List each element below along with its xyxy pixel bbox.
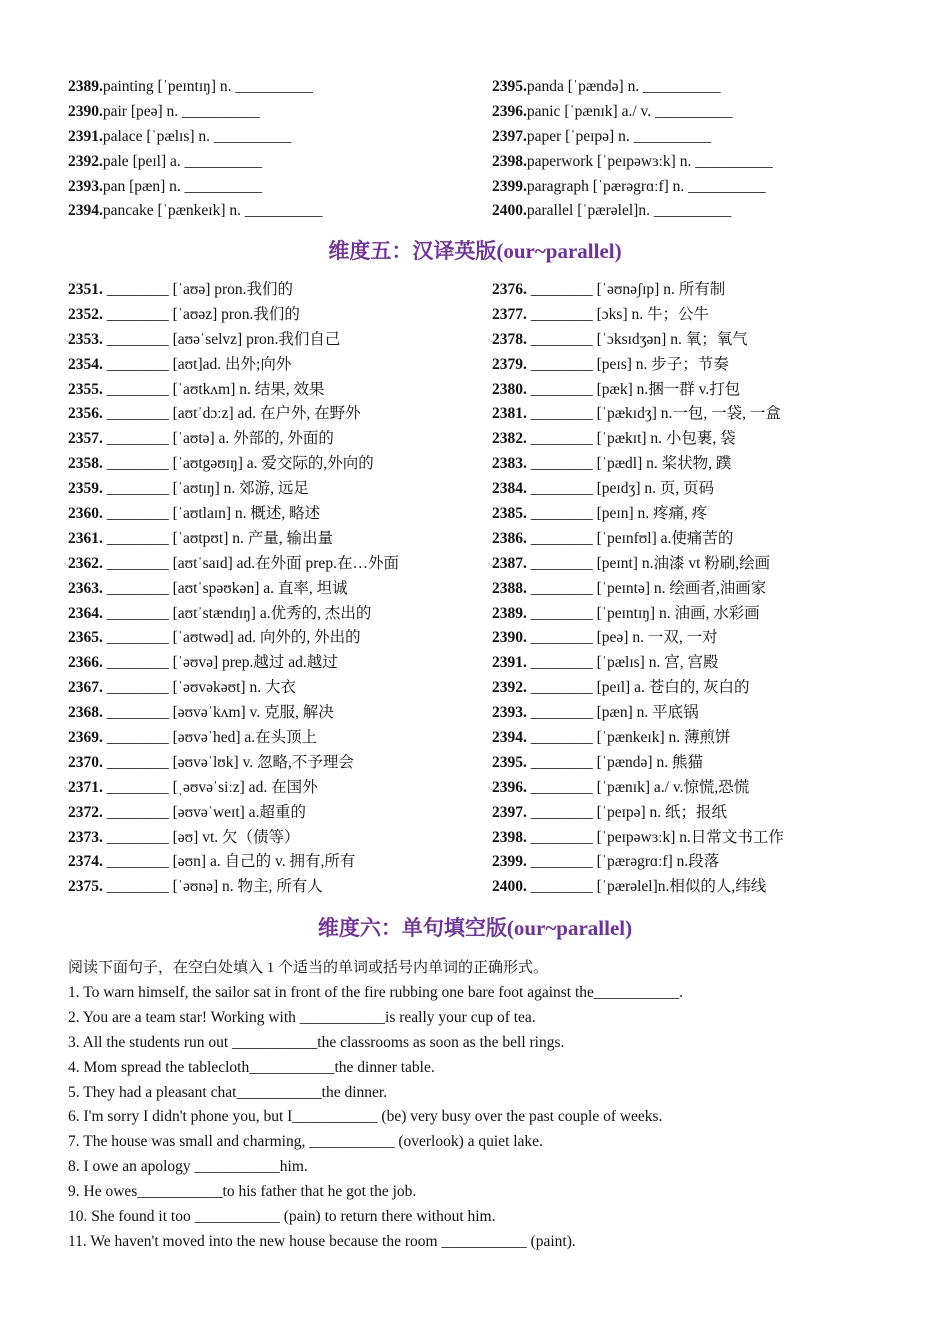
vocab-item — [492, 751, 888, 776]
vocab-item — [68, 577, 492, 602]
item-number: 2354. — [68, 355, 103, 373]
item-text: panic [ˈpænɪk] a./ v. __________ — [526, 102, 733, 120]
vocab-item — [68, 402, 492, 427]
vocab-item — [68, 175, 492, 200]
item-number: 2366. — [68, 654, 103, 672]
item-number: 2374. — [68, 853, 103, 871]
item-text: ________ [ˈaʊtwəd] ad. 向外的, 外出的 — [106, 629, 361, 647]
item-text: ________ [ˈəʊnə] n. 物主, 所有人 — [106, 878, 323, 896]
item-number: 2361. — [68, 529, 103, 547]
vocab-item — [492, 278, 888, 303]
item-text: ________ [ˈaʊtə] a. 外部的, 外面的 — [106, 430, 334, 448]
vocab-item — [492, 427, 888, 452]
item-text: ________ [ˈaʊtpʊt] n. 产量, 输出量 — [106, 529, 333, 547]
item-text: panda [ˈpændə] n. __________ — [526, 78, 721, 95]
item-text: ________ [ˈəʊvəkəʊt] n. 大衣 — [106, 679, 296, 697]
vocab-item — [68, 278, 492, 303]
vocab-item — [68, 751, 492, 776]
item-number: 2380. — [492, 380, 527, 398]
vocab-item — [492, 328, 888, 353]
item-text: palace [ˈpælɪs] n. __________ — [102, 127, 292, 145]
item-number: 2356. — [68, 405, 103, 423]
item-text: painting [ˈpeɪntɪŋ] n. __________ — [102, 78, 313, 95]
item-text: pale [peɪl] a. __________ — [102, 152, 263, 170]
item-number: 2381. — [492, 405, 527, 423]
item-number: 2391. — [68, 127, 103, 145]
vocab-item — [492, 826, 888, 851]
vocab-item — [68, 552, 492, 577]
item-number: 2398. — [492, 828, 527, 846]
item-text: ________ [aʊt]ad. 出外;向外 — [106, 355, 292, 373]
item-text: pan [pæn] n. __________ — [102, 177, 263, 195]
vocab-item — [492, 199, 888, 224]
item-number: 2360. — [68, 505, 103, 523]
item-number: 2365. — [68, 629, 103, 647]
item-text: ________ [pæk] n.捆一群 v.打包 — [530, 380, 741, 398]
item-text: pancake [ˈpænkeɪk] n. __________ — [102, 202, 323, 220]
vocab-item — [68, 527, 492, 552]
item-number: 2376. — [492, 281, 527, 298]
vocab-item — [492, 776, 888, 801]
item-number: 2389. — [68, 78, 103, 95]
item-number: 2363. — [68, 579, 103, 597]
item-text: ________ [ˈaʊə] pron.我们的 — [106, 281, 294, 298]
item-text: ________ [ˈpælɪs] n. 宫, 宫殿 — [530, 654, 719, 672]
vocab-item — [68, 452, 492, 477]
vocab-item — [492, 552, 888, 577]
vocab-item — [68, 150, 492, 175]
sentence-item: 10. She found it too ___________ (pain) to return there without him. — [68, 1208, 496, 1226]
item-text: ________ [ˈpeɪpə] n. 纸；报纸 — [530, 803, 728, 821]
item-text: ________ [ˈpeɪntɪŋ] n. 油画, 水彩画 — [530, 604, 760, 622]
vocab-item — [492, 726, 888, 751]
item-number: 2364. — [68, 604, 103, 622]
vocab-item — [492, 875, 888, 900]
item-text: ________ [peɪnt] n.油漆 vt 粉刷,绘画 — [530, 554, 771, 572]
vocab-column-right — [492, 75, 888, 224]
vocab-column-right — [492, 278, 888, 900]
vocab-item — [492, 452, 888, 477]
vocab-item — [68, 875, 492, 900]
item-number: 2390. — [492, 629, 527, 647]
item-number: 2395. — [492, 753, 527, 771]
item-text: paragraph [ˈpærəgrɑːf] n. __________ — [526, 177, 766, 195]
item-number: 2382. — [492, 430, 527, 448]
vocab-item — [68, 626, 492, 651]
item-text: ________ [ˈpædl] n. 桨状物, 蹼 — [530, 455, 732, 473]
item-text: ________ [ˈaʊtgəʊɪŋ] a. 爱交际的,外向的 — [106, 455, 374, 473]
item-number: 2351. — [68, 281, 103, 298]
vocab-list-english-chinese — [68, 75, 888, 224]
vocab-list-chinese-english — [68, 278, 888, 900]
vocab-item — [68, 826, 492, 851]
item-text: ________ [peɪdʒ] n. 页, 页码 — [530, 480, 715, 498]
section-title: 维度六：单句填空版(our~parallel) — [317, 916, 633, 940]
vocab-item — [492, 701, 888, 726]
item-text: ________ [ˈɔksɪdʒən] n. 氧；氧气 — [530, 330, 748, 348]
vocab-item — [68, 850, 492, 875]
vocab-item — [492, 602, 888, 627]
item-number: 2357. — [68, 430, 103, 448]
vocab-item — [492, 502, 888, 527]
item-text: ________ [ˈpeɪpəwɜːk] n.日常文书工作 — [530, 828, 784, 846]
item-number: 2395. — [492, 78, 527, 95]
item-number: 2397. — [492, 127, 527, 145]
item-text: ________ [aʊtˈspəʊkən] a. 直率, 坦诚 — [106, 579, 348, 597]
vocab-item — [68, 75, 492, 100]
item-number: 2378. — [492, 330, 527, 348]
item-number: 2355. — [68, 380, 103, 398]
vocab-column-left — [68, 75, 492, 224]
vocab-item — [68, 651, 492, 676]
sentence-item: 7. The house was small and charming, ___________ (overlook) a quiet lake. — [68, 1133, 543, 1151]
item-text: pair [peə] n. __________ — [102, 102, 260, 120]
item-number: 2391. — [492, 654, 527, 672]
vocab-item — [492, 303, 888, 328]
vocab-item — [68, 328, 492, 353]
item-text: ________ [ˈaʊəz] pron.我们的 — [106, 305, 300, 323]
item-number: 2379. — [492, 355, 527, 373]
item-text: ________ [ˈaʊtlaɪn] n. 概述, 略述 — [106, 505, 321, 523]
sentence-item: 5. They had a pleasant chat___________the dinner. — [68, 1083, 388, 1101]
vocab-item — [68, 378, 492, 403]
item-text: ________ [aʊtˈstændɪŋ] a.优秀的, 杰出的 — [106, 604, 372, 622]
vocab-item — [492, 527, 888, 552]
item-number: 2393. — [492, 704, 527, 722]
item-text: ________ [ˈpænɪk] a./ v.惊慌,恐慌 — [530, 778, 750, 796]
item-number: 2387. — [492, 554, 527, 572]
item-text: ________ [ɔks] n. 牛；公牛 — [530, 305, 709, 323]
vocab-column-left — [68, 278, 492, 900]
item-number: 2367. — [68, 679, 103, 697]
item-text: ________ [peɪn] n. 疼痛, 疼 — [530, 505, 708, 523]
sentence-item: 2. You are a team star! Working with ___________is really your cup of tea. — [68, 1008, 536, 1026]
item-text: ________ [peɪs] n. 步子；节奏 — [530, 355, 729, 373]
item-text: ________ [ˈpændə] n. 熊猫 — [530, 753, 703, 771]
item-number: 2392. — [68, 152, 103, 170]
item-number: 2384. — [492, 480, 527, 498]
vocab-item — [68, 427, 492, 452]
vocab-item — [68, 776, 492, 801]
sentence-item: 9. He owes___________to his father that he got the job. — [68, 1183, 417, 1201]
vocab-item — [68, 199, 492, 224]
item-number: 2362. — [68, 554, 103, 572]
item-number: 2393. — [68, 177, 103, 195]
item-number: 2396. — [492, 778, 527, 796]
item-number: 2368. — [68, 704, 103, 722]
item-number: 2386. — [492, 529, 527, 547]
item-text: ________ [peə] n. 一双, 一对 — [530, 629, 718, 647]
item-text: ________ [əʊvəˈkʌm] v. 克服, 解决 — [106, 704, 334, 722]
vocab-item — [492, 626, 888, 651]
sentence-item: 1. To warn himself, the sailor sat in front of the fire rubbing one bare foot against the___________. — [68, 984, 684, 1001]
vocab-item — [492, 378, 888, 403]
item-text: ________ [əʊvəˈweɪt] a.超重的 — [106, 803, 306, 821]
vocab-item — [492, 477, 888, 502]
item-text: ________ [ˌəʊvəˈsiːz] ad. 在国外 — [106, 778, 318, 796]
vocab-item — [68, 801, 492, 826]
item-number: 2396. — [492, 102, 527, 120]
item-number: 2372. — [68, 803, 103, 821]
vocab-item — [492, 676, 888, 701]
item-number: 2390. — [68, 102, 103, 120]
item-text: paperwork [ˈpeɪpəwɜːk] n. __________ — [526, 152, 773, 170]
item-text: ________ [ˈpærəlel]n.相似的人,纬线 — [530, 878, 767, 896]
item-text: ________ [pæn] n. 平底锅 — [530, 704, 699, 722]
vocab-item — [492, 75, 888, 100]
item-number: 2394. — [492, 729, 527, 747]
item-number: 2369. — [68, 729, 103, 747]
vocab-item — [492, 150, 888, 175]
vocab-item — [68, 100, 492, 125]
item-text: ________ [ˈaʊtkʌm] n. 结果, 效果 — [106, 380, 325, 398]
vocab-item — [492, 850, 888, 875]
vocab-item — [492, 651, 888, 676]
vocab-item — [492, 175, 888, 200]
sentence-item: 3. All the students run out ___________the classrooms as soon as the bell rings. — [68, 1033, 565, 1051]
vocab-item — [68, 602, 492, 627]
vocab-item — [492, 801, 888, 826]
item-number: 2377. — [492, 305, 527, 323]
instruction-text: 阅读下面句子，在空白处填入 1 个适当的单词或括号内单词的正确形式。 — [68, 960, 549, 976]
item-number: 2392. — [492, 679, 527, 697]
item-text: parallel [ˈpærəlel]n. __________ — [526, 202, 732, 220]
item-text: ________ [ˈpeɪnfʊl] a.使痛苦的 — [530, 529, 734, 547]
sentence-item: 8. I owe an apology ___________him. — [68, 1158, 308, 1176]
item-number: 2358. — [68, 455, 103, 473]
item-number: 2399. — [492, 177, 527, 195]
sentence-item: 11. We haven't moved into the new house because the room ___________ (paint). — [68, 1232, 576, 1250]
item-number: 2383. — [492, 455, 527, 473]
item-text: ________ [ˈəʊvə] prep.越过 ad.越过 — [106, 654, 338, 672]
sentences — [68, 981, 888, 1255]
vocab-item — [68, 353, 492, 378]
item-text: ________ [əʊn] a. 自己的 v. 拥有,所有 — [106, 853, 356, 871]
vocab-item — [68, 477, 492, 502]
item-number: 2397. — [492, 803, 527, 821]
section-title: 维度五：汉译英版(our~parallel) — [328, 239, 622, 263]
item-number: 2352. — [68, 305, 103, 323]
item-text: ________ [ˈaʊtɪŋ] n. 郊游, 远足 — [106, 480, 309, 498]
sentence-item: 6. I'm sorry I didn't phone you, but I___________ (be) very busy over the past couple of weeks. — [68, 1108, 663, 1126]
vocab-item — [68, 502, 492, 527]
item-number: 2385. — [492, 505, 527, 523]
item-text: ________ [aʊtˈsaɪd] ad.在外面 prep.在…外面 — [106, 554, 399, 572]
item-text: ________ [əʊ] vt. 欠（债等） — [106, 828, 300, 846]
vocab-item — [492, 577, 888, 602]
item-number: 2388. — [492, 579, 527, 597]
item-number: 2375. — [68, 878, 103, 896]
item-text: ________ [ˈpærəgrɑːf] n.段落 — [530, 853, 720, 871]
item-text: ________ [əʊvəˈlʊk] v. 忽略,不予理会 — [106, 753, 354, 771]
item-text: ________ [ˈəʊnəʃɪp] n. 所有制 — [530, 281, 726, 298]
vocab-item — [492, 100, 888, 125]
item-number: 2394. — [68, 202, 103, 220]
item-number: 2373. — [68, 828, 103, 846]
item-text: ________ [ˈpeɪntə] n. 绘画者,油画家 — [530, 579, 767, 597]
item-number: 2353. — [68, 330, 103, 348]
vocab-item — [492, 125, 888, 150]
item-number: 2370. — [68, 753, 103, 771]
vocab-item — [68, 701, 492, 726]
item-text: ________ [əʊvəˈhed] a.在头顶上 — [106, 729, 318, 747]
sentence-list — [68, 955, 888, 1255]
item-text: ________ [ˈpækɪt] n. 小包裹, 袋 — [530, 430, 736, 448]
item-number: 2359. — [68, 480, 103, 498]
item-text: ________ [peɪl] a. 苍白的, 灰白的 — [530, 679, 750, 697]
item-text: ________ [ˈpænkeɪk] n. 薄煎饼 — [530, 729, 731, 747]
item-text: ________ [aʊəˈselvz] pron.我们自己 — [106, 330, 341, 348]
item-number: 2371. — [68, 778, 103, 796]
vocab-item — [492, 402, 888, 427]
vocab-item — [68, 125, 492, 150]
vocab-item — [492, 353, 888, 378]
item-number: 2400. — [492, 202, 527, 220]
item-text: paper [ˈpeɪpə] n. __________ — [526, 127, 712, 145]
item-number: 2389. — [492, 604, 527, 622]
item-number: 2399. — [492, 853, 527, 871]
sentence-item: 4. Mom spread the tablecloth___________the dinner table. — [68, 1058, 435, 1076]
item-number: 2398. — [492, 152, 527, 170]
item-text: ________ [ˈpækɪdʒ] n.一包, 一袋, 一盒 — [530, 405, 781, 423]
vocab-item — [68, 303, 492, 328]
item-number: 2400. — [492, 878, 527, 896]
vocab-item — [68, 676, 492, 701]
item-text: ________ [aʊtˈdɔːz] ad. 在户外, 在野外 — [106, 405, 361, 423]
vocab-item — [68, 726, 492, 751]
